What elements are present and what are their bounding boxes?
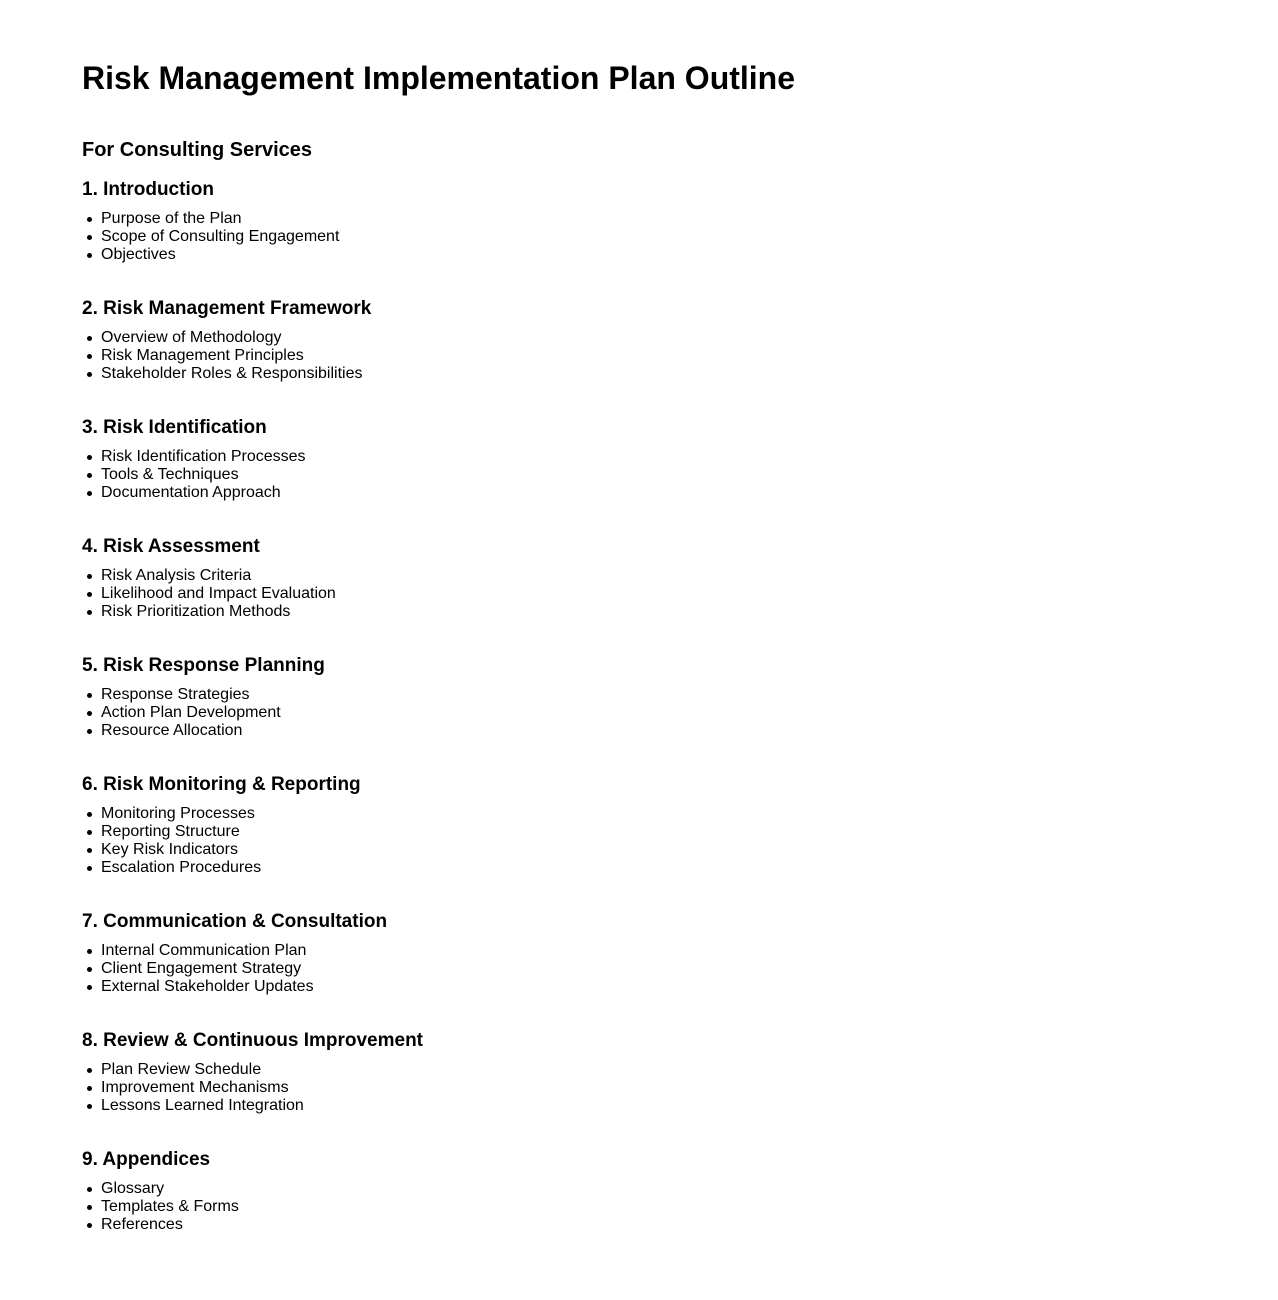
list-item: Risk Management Principles xyxy=(101,347,1278,365)
list-item: Likelihood and Impact Evaluation xyxy=(101,585,1278,603)
section-heading: 2. Risk Management Framework xyxy=(82,298,372,319)
list-item: Action Plan Development xyxy=(101,704,1278,722)
list-item: Scope of Consulting Engagement xyxy=(101,228,1278,246)
list-item: Client Engagement Strategy xyxy=(101,960,1278,978)
list-item: External Stakeholder Updates xyxy=(101,978,1278,996)
list-item: Tools & Techniques xyxy=(101,466,1278,484)
section-item-list xyxy=(82,686,1278,740)
list-item: Risk Analysis Criteria xyxy=(101,567,1278,585)
list-item: Stakeholder Roles & Responsibilities xyxy=(101,365,1278,383)
section-item-list xyxy=(82,805,1278,877)
list-item: Purpose of the Plan xyxy=(101,210,1278,228)
list-item: Response Strategies xyxy=(101,686,1278,704)
outline-sections xyxy=(82,178,1278,1234)
page-title: Risk Management Implementation Plan Outline xyxy=(82,60,796,96)
outline-section xyxy=(82,910,1278,996)
section-item-list xyxy=(82,942,1278,996)
list-item: Key Risk Indicators xyxy=(101,841,1278,859)
section-item-list xyxy=(82,329,1278,383)
section-item-list xyxy=(82,1180,1278,1234)
list-item: Internal Communication Plan xyxy=(101,942,1278,960)
list-item: Monitoring Processes xyxy=(101,805,1278,823)
outline-section xyxy=(82,1029,1278,1115)
section-heading: 4. Risk Assessment xyxy=(82,536,260,557)
section-item-list xyxy=(82,1061,1278,1115)
list-item: Glossary xyxy=(101,1180,1278,1198)
section-heading: 5. Risk Response Planning xyxy=(82,655,325,676)
outline-section xyxy=(82,535,1278,621)
outline-section xyxy=(82,297,1278,383)
section-heading: 9. Appendices xyxy=(82,1149,211,1170)
outline-section xyxy=(82,416,1278,502)
list-item: Objectives xyxy=(101,246,1278,264)
list-item: Reporting Structure xyxy=(101,823,1278,841)
list-item: References xyxy=(101,1216,1278,1234)
list-item: Templates & Forms xyxy=(101,1198,1278,1216)
list-item: Overview of Methodology xyxy=(101,329,1278,347)
section-heading: 3. Risk Identification xyxy=(82,417,267,438)
section-heading: 8. Review & Continuous Improvement xyxy=(82,1030,423,1051)
list-item: Risk Identification Processes xyxy=(101,448,1278,466)
section-item-list xyxy=(82,567,1278,621)
section-heading: 7. Communication & Consultation xyxy=(82,911,388,932)
outline-section xyxy=(82,654,1278,740)
section-item-list xyxy=(82,210,1278,264)
list-item: Resource Allocation xyxy=(101,722,1278,740)
list-item: Improvement Mechanisms xyxy=(101,1079,1278,1097)
section-heading: 6. Risk Monitoring & Reporting xyxy=(82,774,361,795)
outline-section xyxy=(82,178,1278,264)
outline-section xyxy=(82,773,1278,877)
section-heading: 1. Introduction xyxy=(82,179,214,200)
list-item: Risk Prioritization Methods xyxy=(101,603,1278,621)
list-item: Lessons Learned Integration xyxy=(101,1097,1278,1115)
list-item: Escalation Procedures xyxy=(101,859,1278,877)
outline-section xyxy=(82,1148,1278,1234)
section-item-list xyxy=(82,448,1278,502)
page-subtitle: For Consulting Services xyxy=(82,139,313,161)
list-item: Documentation Approach xyxy=(101,484,1278,502)
list-item: Plan Review Schedule xyxy=(101,1061,1278,1079)
